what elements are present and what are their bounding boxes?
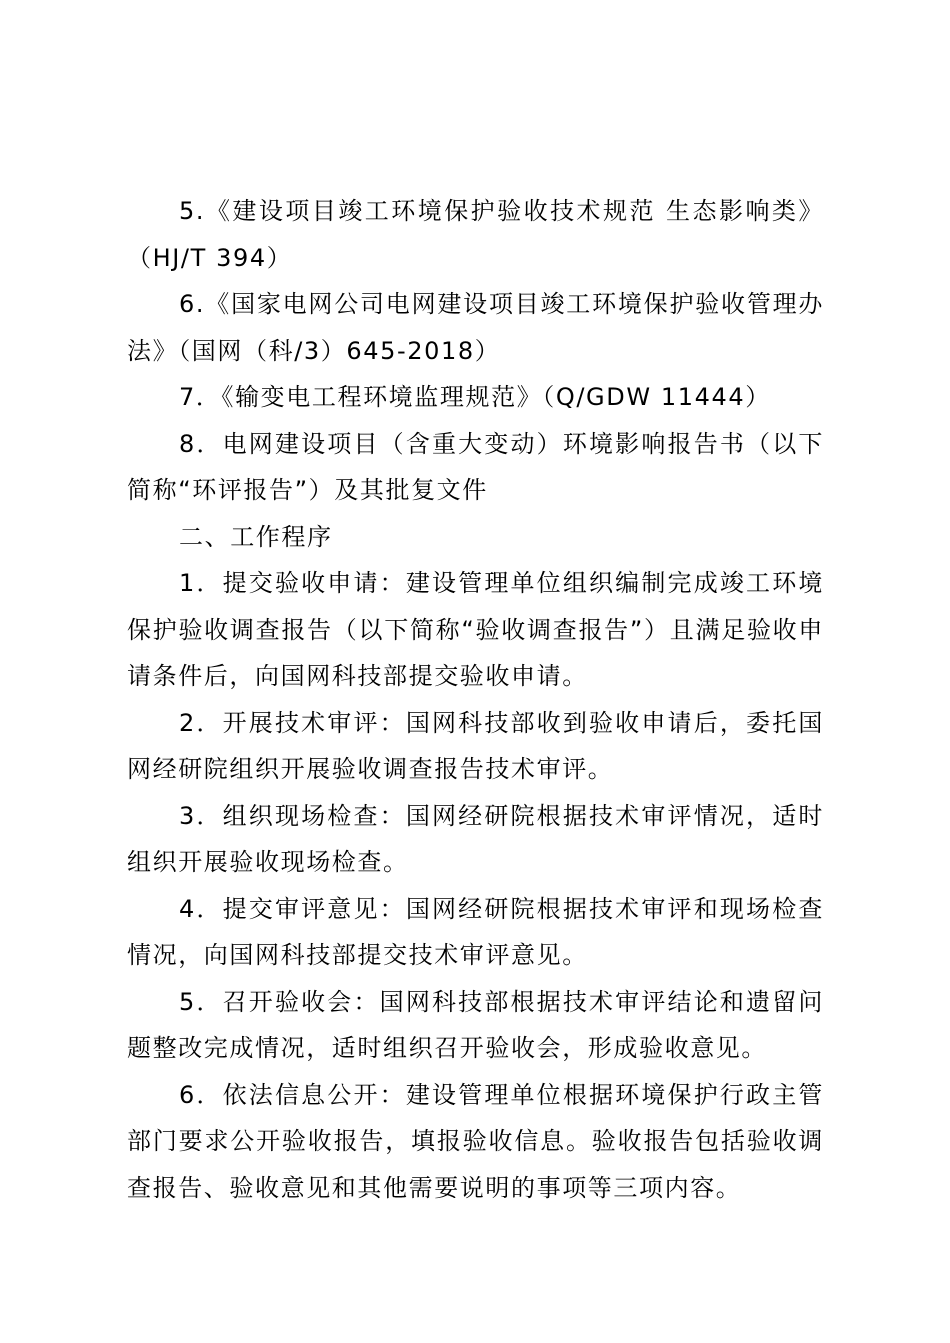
- reference-item-8: 8．电网建设项目（含重大变动）环境影响报告书（以下简称“环评报告”）及其批复文件: [127, 429, 824, 504]
- document-body: [127, 188, 824, 1211]
- reference-item-6: 6.《国家电网公司电网建设项目竣工环境保护验收管理办法》（国网（科/3）645-2018）: [127, 290, 824, 365]
- procedure-step-1: 1．提交验收申请：建设管理单位组织编制完成竣工环境保护验收调查报告（以下简称“验收调查报告”）且满足验收申请条件后，向国网科技部提交验收申请。: [127, 569, 824, 690]
- procedure-step-2: 2．开展技术审评：国网科技部收到验收申请后，委托国网经研院组织开展验收调查报告技术审评。: [127, 708, 824, 783]
- section-heading-work-procedure: 二、工作程序: [179, 522, 333, 551]
- procedure-step-6: 6．依法信息公开：建设管理单位根据环境保护行政主管部门要求公开验收报告，填报验收信息。验收报告包括验收调查报告、验收意见和其他需要说明的事项等三项内容。: [127, 1080, 824, 1202]
- procedure-step-4: 4．提交审评意见：国网经研院根据技术审评和现场检查情况，向国网科技部提交技术审评意见。: [127, 894, 824, 969]
- reference-item-5: 5.《建设项目竣工环境保护验收技术规范 生态影响类》（HJ/T 394）: [127, 197, 824, 272]
- procedure-step-5: 5．召开验收会：国网科技部根据技术审评结论和遗留问题整改完成情况，适时组织召开验收会，形成验收意见。: [127, 987, 824, 1062]
- procedure-step-3: 3．组织现场检查：国网经研院根据技术审评情况，适时组织开展验收现场检查。: [127, 801, 824, 876]
- reference-item-7: 7．《输变电工程环境监理规范》（Q/GDW 11444）: [179, 383, 771, 411]
